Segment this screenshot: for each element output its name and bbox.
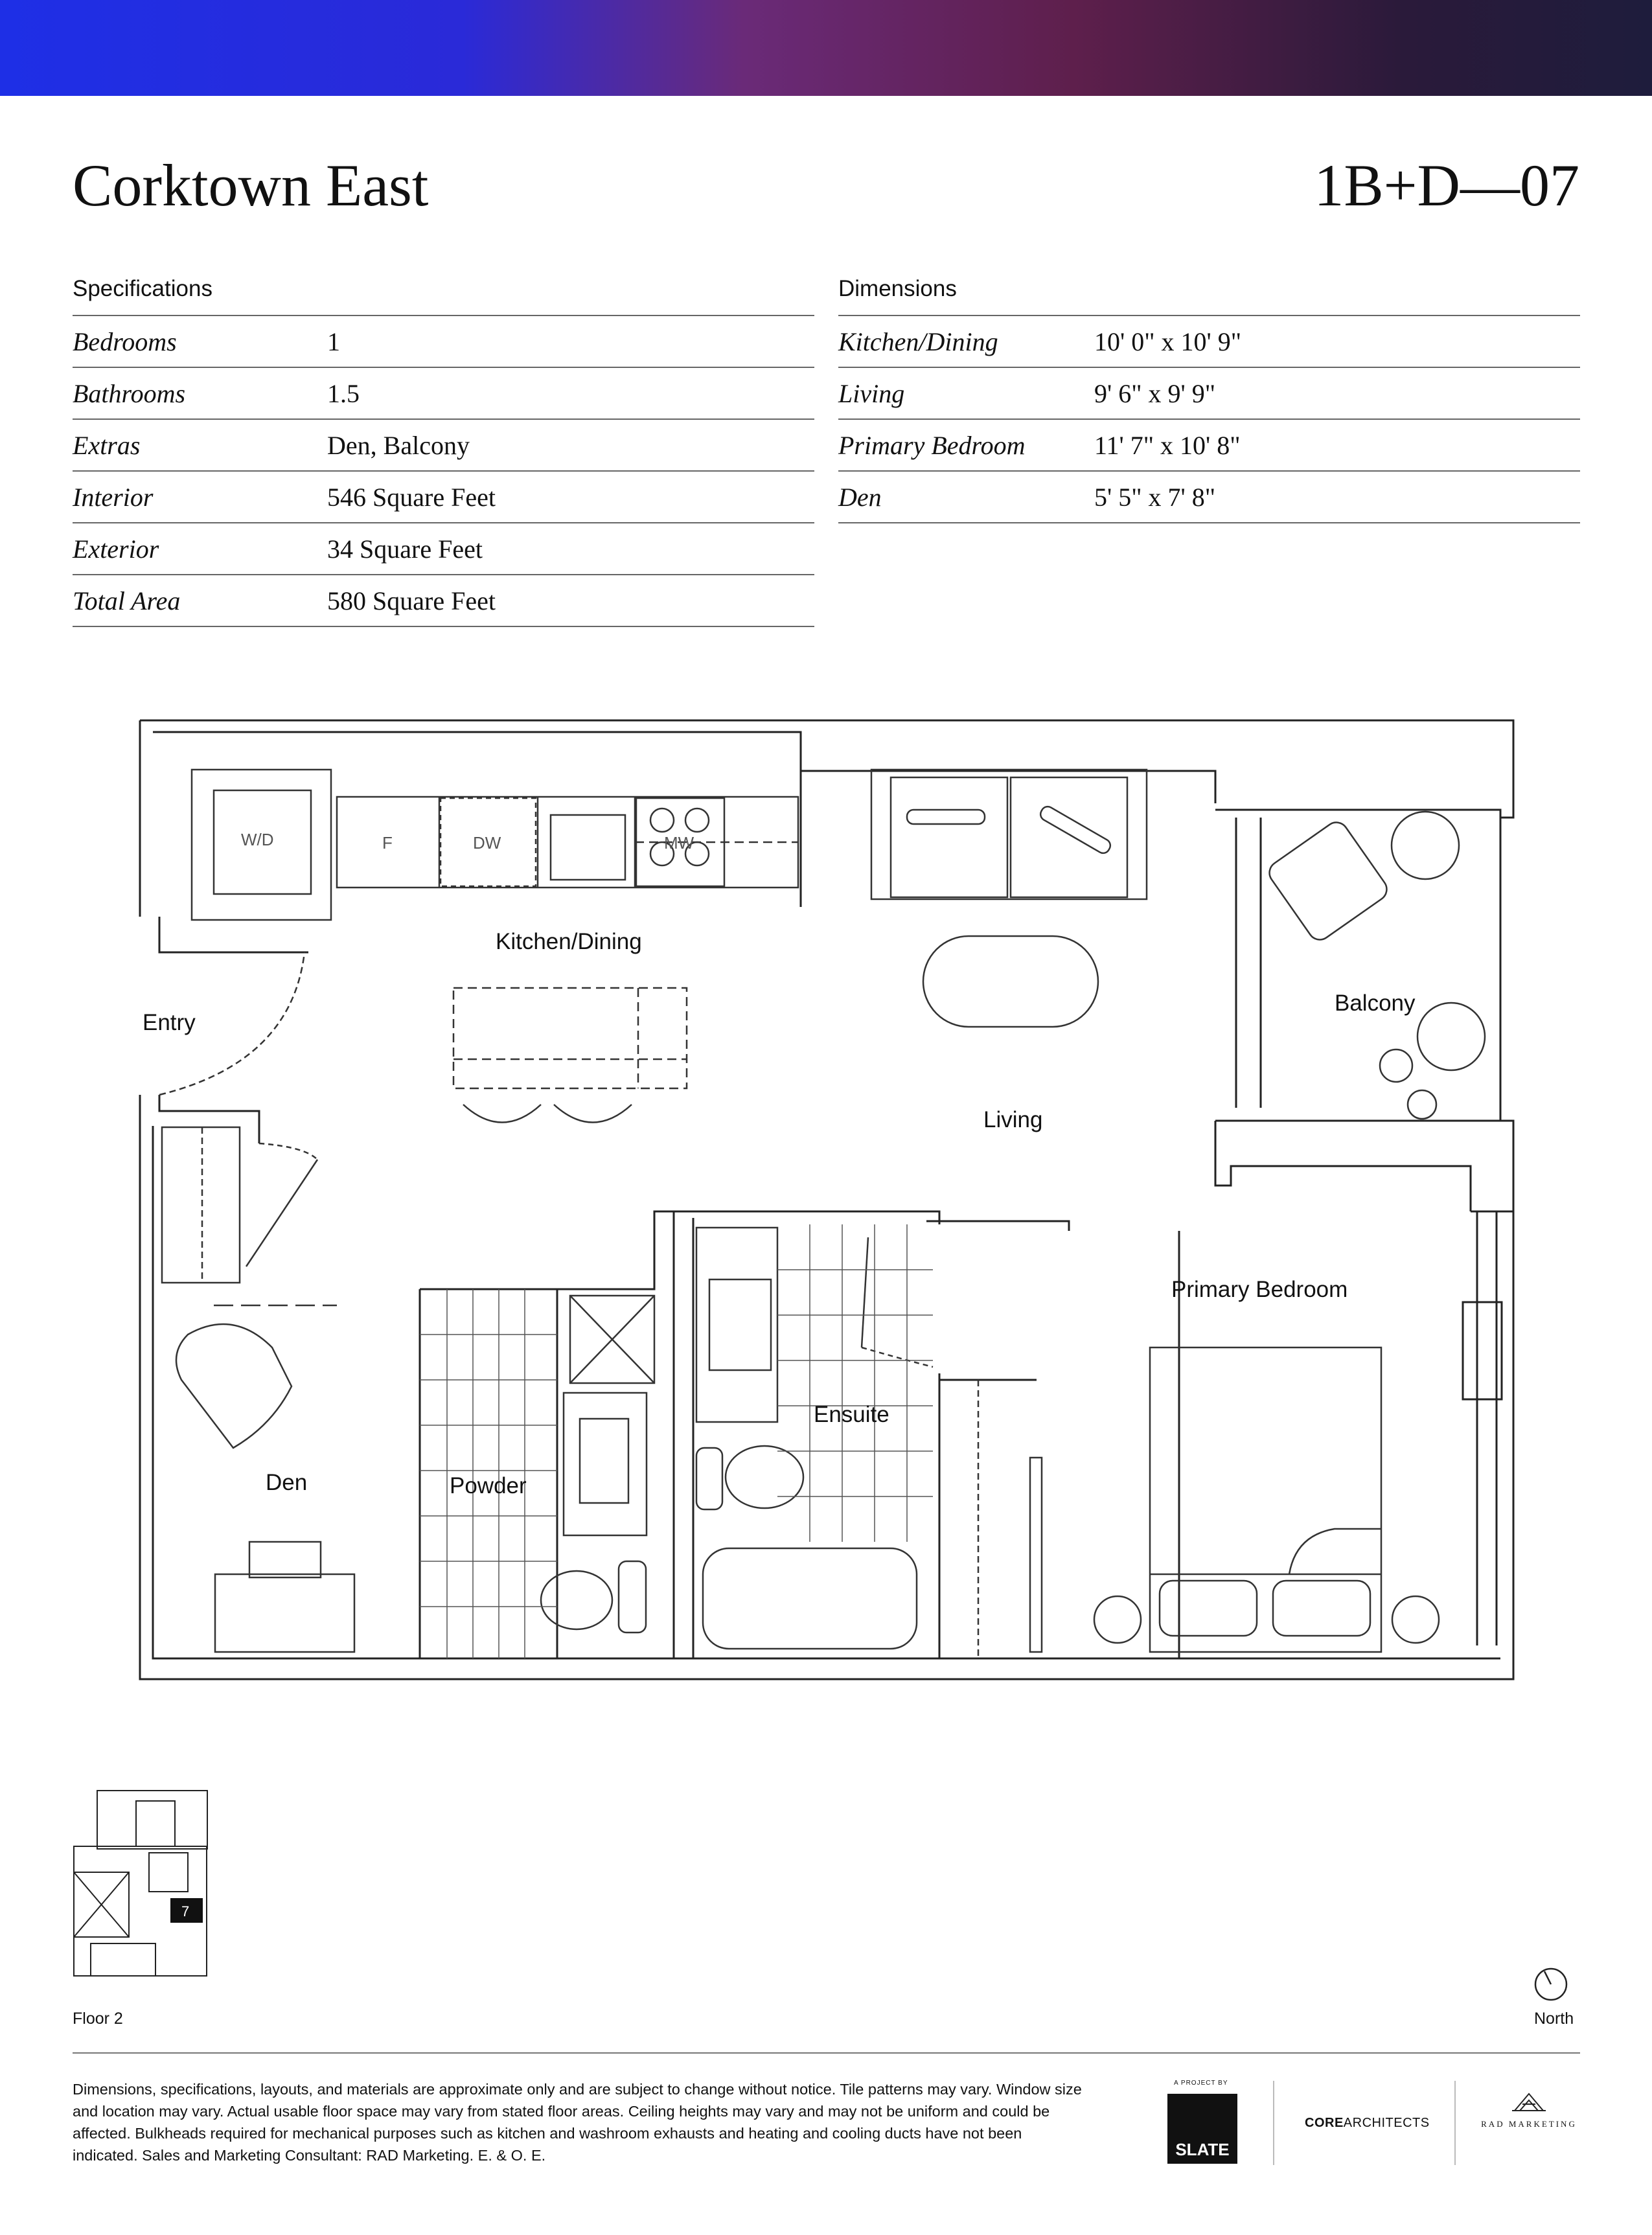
dimension-label: Den <box>838 482 882 512</box>
spec-value: Den, Balcony <box>327 430 470 460</box>
spec-value: 546 Square Feet <box>327 482 496 512</box>
slate-logo-text: SLATE <box>1175 2140 1230 2159</box>
dimension-label: Kitchen/Dining <box>838 327 998 356</box>
spec-label: Interior <box>73 482 154 512</box>
dimension-value: 11' 7" x 10' 8" <box>1094 430 1241 460</box>
microwave-label: MW <box>664 833 694 853</box>
room-label-primary-bedroom: Primary Bedroom <box>1171 1277 1348 1302</box>
logo-divider <box>1273 2081 1274 2165</box>
dimension-row <box>838 368 1580 420</box>
rad-emblem-icon <box>1509 2091 1548 2115</box>
room-label-entry: Entry <box>143 1010 196 1035</box>
dimension-value: 5' 5" x 7' 8" <box>1094 482 1216 512</box>
unit-number-label: 7 <box>181 1903 190 1920</box>
dimensions-heading: Dimensions <box>838 276 1580 316</box>
spec-value: 1.5 <box>327 378 360 408</box>
spec-label: Extras <box>73 430 141 460</box>
spec-row <box>73 316 814 368</box>
spec-value: 580 Square Feet <box>327 586 496 615</box>
dishwasher-label: DW <box>473 833 501 853</box>
rad-marketing-logo <box>1480 2091 1577 2129</box>
spec-row <box>73 368 814 420</box>
disclaimer-text: Dimensions, specifications, layouts, and materials are approximate only and are subject to change without notice. Tile patterns may vary. Window size and location may vary. Actual usable floor space may vary from stated floor areas. Ceiling heights may vary and may not be uniform and could be affected. Bulkheads required for mechanical purposes such as kitchen and washroom exhausts and heating and cooling ducts have not been indicated. Sales and Marketing Consultant: RAD Marketing. E. & O. E. <box>73 2081 1082 2164</box>
dimension-row <box>838 316 1580 368</box>
dimension-label: Living <box>838 378 905 408</box>
dimension-label: Primary Bedroom <box>838 430 1026 460</box>
project-title: Corktown East <box>73 152 429 218</box>
footer-divider <box>73 2052 1580 2054</box>
gradient-header-bar <box>0 0 1652 96</box>
dimension-row <box>838 420 1580 472</box>
specifications-heading: Specifications <box>73 276 814 316</box>
core-logo-rest: ARCHITECTS <box>1343 2116 1430 2130</box>
dimension-row <box>838 472 1580 523</box>
rad-marketing-text: RAD MARKETING <box>1481 2119 1577 2129</box>
spec-label: Bedrooms <box>73 327 177 356</box>
spec-value: 1 <box>327 327 340 356</box>
slate-logo <box>1167 2094 1237 2164</box>
slate-tagline: A PROJECT BY <box>1174 2080 1228 2087</box>
spec-row <box>73 420 814 472</box>
spec-row <box>73 575 814 627</box>
spec-label: Total Area <box>73 586 181 615</box>
dimension-value: 10' 0" x 10' 9" <box>1094 327 1242 356</box>
core-architects-logo <box>1305 2116 1430 2131</box>
specifications-table <box>73 276 814 627</box>
room-label-living: Living <box>983 1107 1043 1132</box>
dimensions-table <box>838 276 1580 523</box>
floor-plan <box>130 713 1522 1684</box>
floor-label: Floor 2 <box>73 2010 123 2028</box>
washer-dryer-label: W/D <box>241 830 274 849</box>
room-label-powder: Powder <box>450 1473 527 1498</box>
spec-value: 34 Square Feet <box>327 534 483 564</box>
room-label-ensuite: Ensuite <box>814 1402 889 1427</box>
room-label-den: Den <box>266 1470 308 1495</box>
spec-label: Exterior <box>73 534 159 564</box>
unit-code: 1B+D—07 <box>1314 152 1579 218</box>
dimension-value: 9' 6" x 9' 9" <box>1094 378 1216 408</box>
north-arrow-icon <box>1533 1966 1569 2002</box>
core-logo-bold: CORE <box>1305 2116 1344 2130</box>
spec-row <box>73 472 814 523</box>
room-label-kitchen-dining: Kitchen/Dining <box>496 929 642 954</box>
room-label-balcony: Balcony <box>1335 991 1416 1016</box>
fridge-label: F <box>382 833 393 853</box>
spec-label: Bathrooms <box>73 378 186 408</box>
key-plan <box>71 1788 214 1982</box>
logo-divider <box>1454 2081 1456 2165</box>
spec-row <box>73 523 814 575</box>
north-label: North <box>1534 2010 1574 2028</box>
